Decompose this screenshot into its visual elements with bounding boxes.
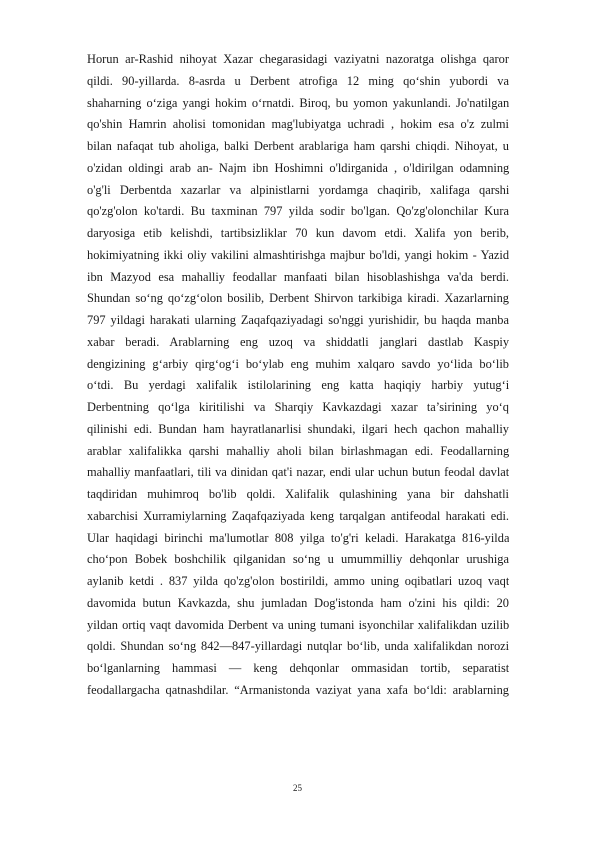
text-line: o'zidan oldingi arab an- Najm ibn Hoshimni o'ldirganida , o'ldirilgan odamning (87, 160, 509, 175)
text-line: o‘tdi. Bu yerdagi xalifalik istilolarining eng katta haqiqiy harbiy yutug‘i (87, 378, 509, 393)
text-line: daryosiga etib kelishdi, tartibsizliklar 70 kun davom etdi. Xalifa yon berib, (87, 226, 509, 240)
text-line: hokimiyatning ikki oliy vakilini almashtirishga majbur bo'ldi, yangi hokim - Yazid (87, 247, 509, 262)
text-line: o'g'li Derbentda xazarlar va alpinistlarni yordamga chaqirib, xalifaga qarshi (87, 182, 509, 197)
text-line: shaharning o‘ziga yangi hokim o‘rnatdi. Biroq, bu yomon yakunlandi. Jo'natilgan (87, 95, 509, 110)
text-line: davomida butun Kavkazda, shu jumladan Dog'istonda ham o'zini his qildi: 20 (87, 595, 509, 610)
text-line: arablar xalifalikka qarshi mahalliy aholi bilan birlashmagan edi. Feodallarning (87, 443, 509, 458)
text-line: aylanib ketdi . 837 yilda qo'zg'olon bostirildi, ammo uning oqibatlari uzoq vaqt (87, 574, 509, 588)
body-text (87, 49, 509, 702)
text-line: taqdiridan muhimroq bo'lib qoldi. Xalifalik qulashining yana bir dahshatli (87, 487, 509, 501)
text-line: qo'zg'olon ko'tardi. Bu taxminan 797 yilda sodir bo'lgan. Qo'zg'olonchilar Kura (87, 204, 509, 219)
text-line: qo'shin Hamrin aholisi tomonidan mag'lubiyatga uchradi , hokim esa o'z zulmi (87, 117, 509, 132)
text-line: 797 yildagi harakati ularning Zaqafqaziyadagi so'nggi yurishidir, bu haqda manba (87, 313, 509, 327)
text-line: yildan ortiq vaqt davomida Derbent va uning tumani isyonchilar xalifalikdan uzilib (87, 617, 509, 632)
text-line: ibn Mazyod esa mahalliy feodallar manfaati bilan hisoblashishga va'da berdi. (87, 269, 509, 284)
text-line: xabarchisi Xurramiylarning Zaqafqaziyada keng tarqalgan antifeodal harakati edi. (87, 508, 509, 523)
text-line: Shundan so‘ng qo‘zg‘olon bosilib, Derbent Shirvon tarkibiga kiradi. Xazarlarning (87, 291, 509, 306)
text-line: qildi. 90-yillarda. 8-asrda u Derbent atrofiga 12 ming qo‘shin yubordi va (87, 73, 509, 88)
text-line: dengizining g‘arbiy qirg‘og‘i bo‘ylab eng muhim xalqaro savdo yo‘lida bo‘lib (87, 356, 509, 371)
text-line: Derbentning qo‘lga kiritilishi va Sharqiy Kavkazdagi xazar ta’sirining yo‘q (87, 400, 509, 414)
page-number: 25 (293, 783, 302, 793)
text-line: bo‘lganlarning hammasi — keng dehqonlar ommasidan tortib, separatist (87, 661, 509, 675)
text-line: mahalliy manfaatlari, tili va dinidan qat'i nazar, endi ular uchun butun feodal davlat (87, 465, 509, 480)
text-line: qilinishi edi. Bundan ham hayratlanarlisi shundaki, ilgari hech qachon mahalliy (87, 421, 509, 436)
text-line: feodallargacha qatnashdilar. “Armanistonda vaziyat yana xafa bo‘ldi: arablarning (87, 682, 509, 697)
text-line: bilan nafaqat tub aholiga, balki Derbent arablariga ham qarshi chiqdi. Nihoyat, u (87, 139, 509, 153)
text-line: Horun ar-Rashid nihoyat Xazar chegarasidagi vaziyatni nazoratga olishga qaror (87, 52, 509, 66)
text-line: qoldi. Shundan so‘ng 842—847-yillardagi nutqlar bo‘lib, unda xalifalikdan norozi (87, 639, 509, 654)
text-line: Ular haqidagi birinchi ma'lumotlar 808 yilga to'g'ri keladi. Harakatga 816-yilda (87, 530, 509, 545)
text-line: xabar beradi. Arablarning eng uzoq va shiddatli janglari dastlab Kaspiy (87, 334, 509, 349)
text-line: cho‘pon Bobek boshchilik qilganidan so‘ng u umummilliy dehqonlar urushiga (87, 552, 509, 567)
